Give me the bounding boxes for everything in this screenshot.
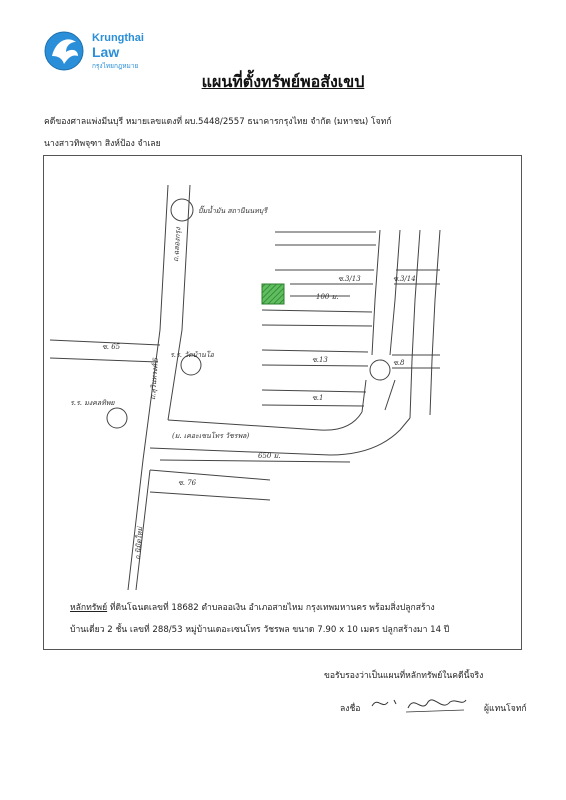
label-soi-3-13: ซ.3/13 xyxy=(338,275,361,283)
label-dist-100: 100 ม. xyxy=(316,293,339,301)
logo-tagline: กรุงไทยกฎหมาย xyxy=(92,62,139,70)
label-landmark-temple: ร.ร. มงคลทิพย xyxy=(70,399,115,407)
main-road-left-edge xyxy=(128,185,168,590)
label-soi-3-14: ซ.3/14 xyxy=(393,275,416,283)
label-road-top: ถ.ฉลองกรุง xyxy=(172,227,183,263)
label-road-left-lower: ถ.นิมิตใหม่ xyxy=(134,526,145,561)
property-marker xyxy=(262,284,284,304)
label-soi-1: ซ.1 xyxy=(312,394,324,402)
roundabout xyxy=(370,360,390,380)
case-line: คดีของศาลแพ่งมีนบุรี หมายเลขแดงที่ ผบ.5448/2557 ธนาคารกรุงไทย จำกัด (มหาชน) โจทก์ xyxy=(44,117,392,127)
label-soi-13: ซ.13 xyxy=(312,356,328,364)
signature-label: ลงชื่อ xyxy=(340,704,361,714)
signature-role: ผู้แทนโจทก์ xyxy=(484,704,527,714)
page-title: แผนที่ตั้งทรัพย์พอสังเขป xyxy=(201,72,365,91)
description-label: หลักทรัพย์ xyxy=(70,603,108,613)
label-landmark-school: ร.ร. วัดบ้านโอ xyxy=(170,351,214,359)
handwritten-signature xyxy=(368,688,468,718)
description-line-2: บ้านเดี่ยว 2 ชั้น เลขที่ 288/53 หมู่บ้านเดอะเซนโทร วัชรพล ขนาด 7.90 x 10 เมตร ปลูกสร้างมา 14 ปี xyxy=(70,625,450,635)
description-text-1: ที่ดินโฉนดเลขที่ 18682 ตำบลออเงิน อำเภอสายไหม กรุงเทพมหานคร พร้อมสิ่งปลูกสร้าง xyxy=(109,603,435,613)
label-dist-650: 650 ม. xyxy=(258,452,281,460)
certification-text: ขอรับรองว่าเป็นแผนที่หลักทรัพย์ในคดีนี้จริง xyxy=(324,671,484,681)
label-soi-65: ซ. 65 xyxy=(102,343,121,351)
label-landmark-top: ปั๊มน้ำมัน สถานีนนทบุรี xyxy=(198,207,268,215)
logo-brand: Krungthai xyxy=(92,32,144,44)
label-soi-76: ซ. 76 xyxy=(178,479,197,487)
label-road-left: ถ.สุวินทวงศ์ 5 xyxy=(149,357,160,401)
label-soi-8: ซ.8 xyxy=(393,359,405,367)
defendant-line: นางสาวทิพจุฑา สิงห์ป้อง จำเลย xyxy=(44,139,161,149)
label-village: (ม. เคอะเซนโทร วัชรพล) xyxy=(172,432,250,440)
description-line-1 xyxy=(70,600,435,614)
logo-name: Law xyxy=(92,44,120,60)
village-road-upper xyxy=(168,412,362,430)
